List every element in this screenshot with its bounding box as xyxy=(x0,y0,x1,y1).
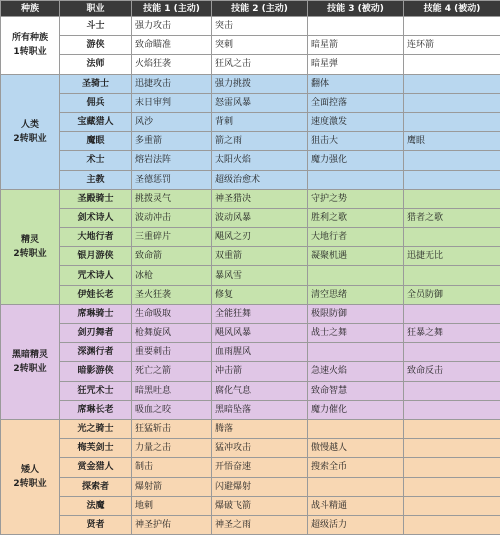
skill-4-cell: 迅捷无比 xyxy=(404,247,500,266)
skill-3-cell xyxy=(308,266,404,285)
skill-4-cell xyxy=(404,112,500,131)
skill-1-cell: 火焰狂袭 xyxy=(132,55,212,74)
skill-4-cell xyxy=(404,151,500,170)
table-row xyxy=(1,266,500,285)
class-name-cell: 斗士 xyxy=(60,17,132,36)
skill-2-cell: 爆破飞箭 xyxy=(212,496,308,515)
skill-2-cell: 狂风之击 xyxy=(212,55,308,74)
skill-3-cell: 全面控落 xyxy=(308,93,404,112)
skill-1-cell: 狂猛斩击 xyxy=(132,419,212,438)
skill-1-cell: 多重箭 xyxy=(132,132,212,151)
skill-2-cell: 双重箭 xyxy=(212,247,308,266)
skill-1-cell: 圣火狂袭 xyxy=(132,285,212,304)
skill-4-cell xyxy=(404,55,500,74)
skill-2-cell: 突击 xyxy=(212,17,308,36)
class-name-cell: 宝藏猎人 xyxy=(60,112,132,131)
skill-2-cell: 全能狂舞 xyxy=(212,304,308,323)
skill-3-cell: 魔力催化 xyxy=(308,400,404,419)
header-skill-2: 技能 2 (主动) xyxy=(212,1,308,17)
class-name-cell: 游侠 xyxy=(60,36,132,55)
class-name-cell: 圣骑士 xyxy=(60,74,132,93)
class-name-cell: 大地行者 xyxy=(60,228,132,247)
skill-3-cell: 魔力强化 xyxy=(308,151,404,170)
table-row xyxy=(1,17,500,36)
skill-3-cell: 搜索全币 xyxy=(308,458,404,477)
race-group-label: 黑暗精灵 2转职业 xyxy=(1,304,60,419)
header-skill-1: 技能 1 (主动) xyxy=(132,1,212,17)
table-row xyxy=(1,324,500,343)
skill-4-cell xyxy=(404,343,500,362)
skill-2-cell: 神圣猎决 xyxy=(212,189,308,208)
header-class: 职业 xyxy=(60,1,132,17)
skill-3-cell: 守护之势 xyxy=(308,189,404,208)
table-row xyxy=(1,112,500,131)
table-row xyxy=(1,247,500,266)
table-row xyxy=(1,343,500,362)
skill-2-cell: 怒雷风暴 xyxy=(212,93,308,112)
skill-2-cell: 神圣之雨 xyxy=(212,515,308,534)
skill-3-cell xyxy=(308,477,404,496)
class-name-cell: 贤者 xyxy=(60,515,132,534)
skill-3-cell: 狙击大 xyxy=(308,132,404,151)
skill-2-cell: 强力挑拨 xyxy=(212,74,308,93)
skill-2-cell: 开悟奋速 xyxy=(212,458,308,477)
skill-1-cell: 吸血之咬 xyxy=(132,400,212,419)
class-name-cell: 席琳骑士 xyxy=(60,304,132,323)
skill-1-cell: 枪舞旋风 xyxy=(132,324,212,343)
table-row xyxy=(1,74,500,93)
table-row xyxy=(1,151,500,170)
skill-2-cell: 冲击箭 xyxy=(212,362,308,381)
skill-2-cell: 修复 xyxy=(212,285,308,304)
table-row xyxy=(1,304,500,323)
skill-3-cell: 清空思绪 xyxy=(308,285,404,304)
skill-1-cell: 地刺 xyxy=(132,496,212,515)
skill-2-cell: 黑暗坠落 xyxy=(212,400,308,419)
table-row xyxy=(1,55,500,74)
skill-4-cell: 连环箭 xyxy=(404,36,500,55)
skill-3-cell xyxy=(308,170,404,189)
skill-1-cell: 力量之击 xyxy=(132,439,212,458)
skill-1-cell: 重要刺击 xyxy=(132,343,212,362)
skill-4-cell xyxy=(404,228,500,247)
race-group-label: 人类 2转职业 xyxy=(1,74,60,189)
skill-3-cell: 极限防御 xyxy=(308,304,404,323)
class-name-cell: 探索者 xyxy=(60,477,132,496)
skill-2-cell: 暴风雪 xyxy=(212,266,308,285)
class-name-cell: 圣殿骑士 xyxy=(60,189,132,208)
header-skill-3: 技能 3 (被动) xyxy=(308,1,404,17)
skill-2-cell: 太阳火焰 xyxy=(212,151,308,170)
skill-3-cell: 超级活力 xyxy=(308,515,404,534)
class-name-cell: 魔眼 xyxy=(60,132,132,151)
skill-3-cell: 傲慢越人 xyxy=(308,439,404,458)
skill-1-cell: 爆射箭 xyxy=(132,477,212,496)
class-name-cell: 伊娃长老 xyxy=(60,285,132,304)
skill-2-cell: 飓风之刃 xyxy=(212,228,308,247)
skill-4-cell xyxy=(404,458,500,477)
class-name-cell: 席琳长老 xyxy=(60,400,132,419)
skill-2-cell: 腐化气息 xyxy=(212,381,308,400)
skill-4-cell xyxy=(404,439,500,458)
skill-2-cell: 超级治愈术 xyxy=(212,170,308,189)
skill-2-cell: 猛冲攻击 xyxy=(212,439,308,458)
race-group-label: 矮人 2转职业 xyxy=(1,419,60,534)
skill-4-cell xyxy=(404,496,500,515)
skill-4-cell: 狂暴之舞 xyxy=(404,324,500,343)
class-name-cell: 主教 xyxy=(60,170,132,189)
class-name-cell: 剑刃舞者 xyxy=(60,324,132,343)
skill-2-cell: 腾落 xyxy=(212,419,308,438)
class-name-cell: 佣兵 xyxy=(60,93,132,112)
skill-3-cell: 翻体 xyxy=(308,74,404,93)
skill-3-cell: 暗星弹 xyxy=(308,55,404,74)
skill-3-cell: 致命智慧 xyxy=(308,381,404,400)
table-row xyxy=(1,36,500,55)
skill-3-cell: 急速火焰 xyxy=(308,362,404,381)
skill-2-cell: 背刺 xyxy=(212,112,308,131)
skill-2-cell: 突刺 xyxy=(212,36,308,55)
skill-3-cell: 暗星箭 xyxy=(308,36,404,55)
table-row xyxy=(1,419,500,438)
skill-1-cell: 圣德惩罚 xyxy=(132,170,212,189)
skill-1-cell: 致命箭 xyxy=(132,247,212,266)
skill-3-cell xyxy=(308,419,404,438)
skill-3-cell xyxy=(308,17,404,36)
table-row xyxy=(1,400,500,419)
skill-1-cell: 熔岩法阵 xyxy=(132,151,212,170)
table-row xyxy=(1,477,500,496)
skill-4-cell xyxy=(404,477,500,496)
skill-4-cell xyxy=(404,93,500,112)
table-row xyxy=(1,93,500,112)
table-row xyxy=(1,228,500,247)
skill-2-cell: 箭之雨 xyxy=(212,132,308,151)
skill-4-cell xyxy=(404,304,500,323)
skill-4-cell xyxy=(404,17,500,36)
class-name-cell: 法师 xyxy=(60,55,132,74)
skill-1-cell: 生命吸取 xyxy=(132,304,212,323)
class-name-cell: 赏金猎人 xyxy=(60,458,132,477)
table-row xyxy=(1,496,500,515)
skill-3-cell: 凝聚机遇 xyxy=(308,247,404,266)
skill-2-cell: 闪避爆射 xyxy=(212,477,308,496)
class-name-cell: 暗影游侠 xyxy=(60,362,132,381)
skill-4-cell xyxy=(404,515,500,534)
table-row xyxy=(1,362,500,381)
skill-1-cell: 致命瞄准 xyxy=(132,36,212,55)
class-name-cell: 狂咒术士 xyxy=(60,381,132,400)
skill-1-cell: 神圣护佑 xyxy=(132,515,212,534)
skill-4-cell: 致命反击 xyxy=(404,362,500,381)
table-row xyxy=(1,285,500,304)
class-name-cell: 梅芙剑士 xyxy=(60,439,132,458)
class-name-cell: 法魔 xyxy=(60,496,132,515)
skill-4-cell xyxy=(404,189,500,208)
skill-4-cell xyxy=(404,266,500,285)
skill-1-cell: 末日审判 xyxy=(132,93,212,112)
skill-3-cell xyxy=(308,343,404,362)
race-group-label: 精灵 2转职业 xyxy=(1,189,60,304)
skill-4-cell xyxy=(404,170,500,189)
skill-1-cell: 三重碎片 xyxy=(132,228,212,247)
skill-4-cell: 猎者之歌 xyxy=(404,208,500,227)
table-row xyxy=(1,515,500,534)
class-name-cell: 剑术诗人 xyxy=(60,208,132,227)
race-group-label: 所有种族 1转职业 xyxy=(1,17,60,75)
skill-1-cell: 挑拨灵气 xyxy=(132,189,212,208)
class-name-cell: 术士 xyxy=(60,151,132,170)
skill-1-cell: 风沙 xyxy=(132,112,212,131)
class-name-cell: 光之骑士 xyxy=(60,419,132,438)
skill-1-cell: 暗黑吐息 xyxy=(132,381,212,400)
header-row xyxy=(1,1,500,17)
skill-3-cell: 胜利之歌 xyxy=(308,208,404,227)
skill-1-cell: 制击 xyxy=(132,458,212,477)
skill-1-cell: 死亡之箭 xyxy=(132,362,212,381)
class-name-cell: 银月游侠 xyxy=(60,247,132,266)
table-row xyxy=(1,458,500,477)
table-row xyxy=(1,132,500,151)
skill-4-cell xyxy=(404,400,500,419)
header-skill-4: 技能 4 (被动) xyxy=(404,1,500,17)
table-row xyxy=(1,189,500,208)
skill-1-cell: 波动冲击 xyxy=(132,208,212,227)
table-row xyxy=(1,381,500,400)
skill-2-cell: 血雨腥风 xyxy=(212,343,308,362)
skill-4-cell xyxy=(404,381,500,400)
skill-4-cell: 鹰眼 xyxy=(404,132,500,151)
skill-4-cell xyxy=(404,74,500,93)
skill-2-cell: 飓风风暴 xyxy=(212,324,308,343)
skill-4-cell: 全员防御 xyxy=(404,285,500,304)
header-race: 种族 xyxy=(1,1,60,17)
class-name-cell: 深渊行者 xyxy=(60,343,132,362)
table-row xyxy=(1,170,500,189)
skill-1-cell: 强力攻击 xyxy=(132,17,212,36)
skill-1-cell: 迅捷攻击 xyxy=(132,74,212,93)
skill-3-cell: 大地行者 xyxy=(308,228,404,247)
skill-2-cell: 波动风暴 xyxy=(212,208,308,227)
skill-3-cell: 战士之舞 xyxy=(308,324,404,343)
skill-1-cell: 冰枪 xyxy=(132,266,212,285)
table-row xyxy=(1,208,500,227)
skill-3-cell: 战斗精通 xyxy=(308,496,404,515)
skill-4-cell xyxy=(404,419,500,438)
class-name-cell: 咒术诗人 xyxy=(60,266,132,285)
table-row xyxy=(1,439,500,458)
skill-3-cell: 速度激发 xyxy=(308,112,404,131)
